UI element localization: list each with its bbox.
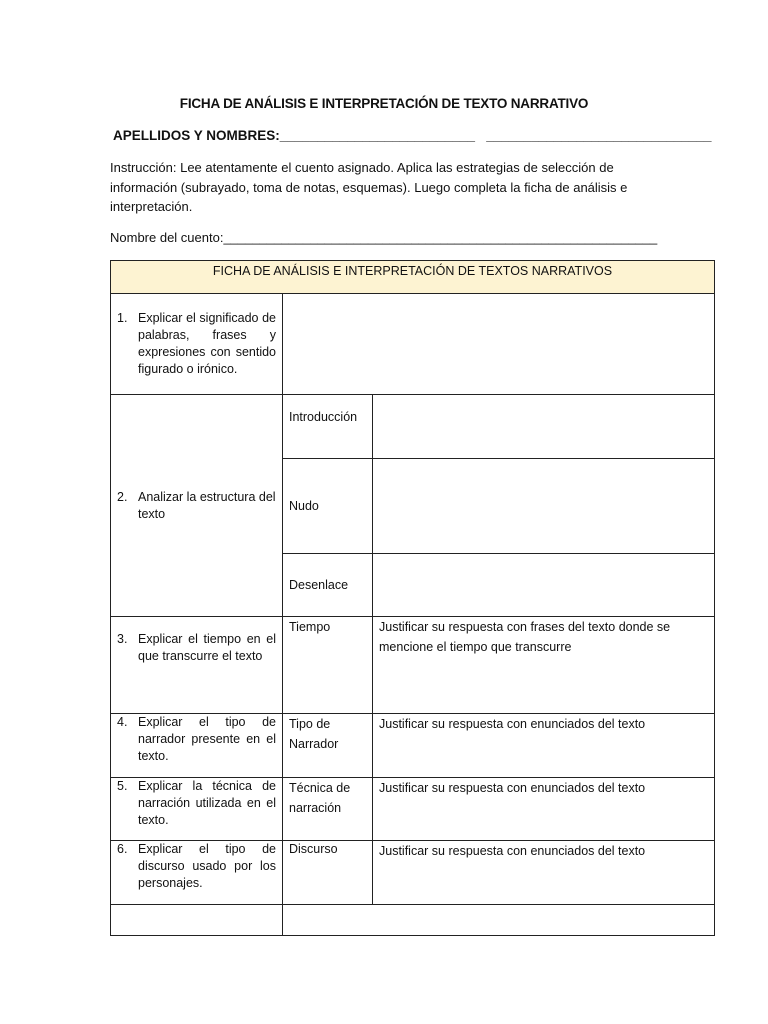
analysis-table — [110, 260, 715, 936]
part-cell-desenlace — [283, 554, 373, 617]
item-cell-4 — [111, 714, 283, 778]
story-name-blank[interactable]: ____________________________________________________________ — [223, 230, 658, 245]
table-header: FICHA DE ANÁLISIS E INTERPRETACIÓN DE TEXTOS NARRATIVOS — [111, 261, 715, 294]
part-label: Nudo — [289, 498, 319, 513]
table-row — [111, 617, 715, 714]
story-name-label: Nombre del cuento: — [110, 230, 224, 245]
item-cell-6 — [111, 841, 283, 905]
part-label: Desenlace — [289, 577, 349, 592]
name-field — [113, 128, 712, 143]
name-label: APELLIDOS Y NOMBRES: — [113, 128, 280, 143]
answer-cell-1[interactable] — [283, 294, 715, 395]
item-text: Explicar el tiempo en el que transcurre el texto — [138, 632, 276, 663]
part-label: Introducción — [289, 410, 358, 424]
aspect-cell-discurso — [283, 841, 373, 905]
item-number: 3. — [117, 632, 128, 646]
empty-cell[interactable] — [111, 905, 283, 936]
aspect-label: Tiempo — [289, 620, 331, 634]
table-row — [111, 905, 715, 936]
item-number: 4. — [117, 715, 128, 729]
answer-instruction: Justificar su respuesta con enunciados del texto — [379, 717, 646, 731]
table-row — [111, 714, 715, 778]
aspect-label: Discurso — [289, 842, 338, 856]
name-blank-2[interactable]: ______________________________ — [486, 128, 712, 143]
item-cell-2 — [111, 395, 283, 617]
aspect-label: Tipo de Narrador — [289, 717, 339, 751]
aspect-cell-narrador — [283, 714, 373, 778]
table-row — [111, 395, 715, 459]
answer-cell-introduccion[interactable] — [373, 395, 715, 459]
item-text: Explicar el tipo de discurso usado por los personajes. — [138, 842, 276, 890]
table-row — [111, 294, 715, 395]
answer-cell-nudo[interactable] — [373, 459, 715, 554]
answer-cell-discurso[interactable] — [373, 841, 715, 905]
table-row — [111, 841, 715, 905]
answer-cell-tiempo[interactable] — [373, 617, 715, 714]
item-text: Explicar la técnica de narración utilizada en el texto. — [138, 779, 276, 827]
document-title: FICHA DE ANÁLISIS E INTERPRETACIÓN DE TEXTO NARRATIVO — [179, 96, 589, 111]
table-row — [111, 778, 715, 841]
item-cell-1 — [111, 294, 283, 395]
item-text: Explicar el tipo de narrador presente en el texto. — [138, 715, 276, 763]
item-cell-5 — [111, 778, 283, 841]
item-text: Analizar la estructura del texto — [138, 489, 276, 521]
aspect-cell-tiempo — [283, 617, 373, 714]
part-cell-nudo — [283, 459, 373, 554]
instruction-text: Instrucción: Lee atentamente el cuento asignado. Aplica las estrategias de selección de información (subrayado, toma de notas, esquemas). Luego completa la ficha de análisis e interpretación. — [110, 160, 628, 214]
item-number: 5. — [117, 779, 128, 793]
answer-cell-desenlace[interactable] — [373, 554, 715, 617]
aspect-label: Técnica de narración — [289, 781, 351, 815]
answer-instruction: Justificar su respuesta con enunciados del texto — [379, 781, 646, 795]
item-number: 6. — [117, 842, 128, 856]
item-number: 2. — [117, 489, 128, 504]
item-number: 1. — [117, 311, 128, 325]
aspect-cell-tecnica — [283, 778, 373, 841]
name-blank-1[interactable]: __________________________ — [279, 128, 475, 143]
item-text: Explicar el significado de palabras, frases y expresiones con sentido figurado o irónico. — [138, 311, 276, 376]
answer-cell-tecnica[interactable] — [373, 778, 715, 841]
table-header-row — [111, 261, 715, 294]
part-cell-introduccion — [283, 395, 373, 459]
answer-cell-narrador[interactable] — [373, 714, 715, 778]
item-cell-3 — [111, 617, 283, 714]
answer-instruction: Justificar su respuesta con enunciados del texto — [379, 844, 646, 858]
story-name-field — [110, 230, 657, 245]
answer-instruction: Justificar su respuesta con frases del texto donde se mencione el tiempo que transcurre — [379, 620, 671, 654]
empty-answer-cell[interactable] — [283, 905, 715, 936]
